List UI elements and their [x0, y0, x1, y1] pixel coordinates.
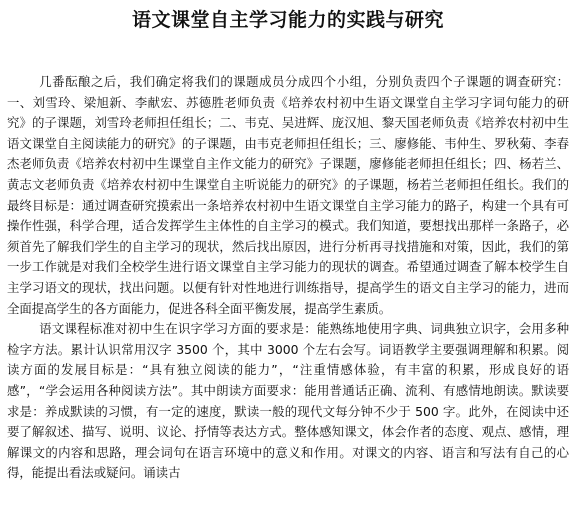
paragraph-1: 几番酝酿之后，我们确定将我们的课题成员分成四个小组，分别负责四个子课题的调查研究：一、刘雪玲、梁旭新、李献宏、苏德胜老师负责《培养农村初中生语文课堂自主学习字词句能力的研究》的子课题，刘雪玲老师担任组长；二、韦克、吴进辉、庞汉旭、黎天国老师负责《培养农村初中生语文课堂自主阅读能力的研究》的子课题，由韦克老师担任组长；三、廖修能、韦仲生、罗秋菊、李春杰老师负责《培养农村初中生课堂自主作文能力的研究》子课题，廖修能老师担任组长；四、杨若兰、黄志文老师负责《培养农村初中生课堂自主听说能力的研究》的子课题，杨若兰老师担任组长。我们的最终目标是：通过调查研究摸索出一条培养农村初中生语文课堂自主学习能力的路子，构建一个具有可操作性强，科学合理，适合发挥学生主体性的自主学习的模式。我们知道，要想找出那样一条路子，必须首先了解我们学生的自主学习的现状，然后找出原因，进行分析再寻找措施和对策，因此，我们的第一步工作就是对我们全校学生进行语文课堂自主学习能力的现状的调查。希望通过调查了解本校学生自主学习语文的现状，找出问题。以便有针对性地进行训练指导，提高学生的语文自主学习的能力，进而全面提高学生的各方面能力，促进各科全面平衡发展，提高学生素质。 — [7, 74, 569, 316]
paragraph-2: 语文课程标准对初中生在识字学习方面的要求是：能熟练地使用字典、词典独立识字，会用多种检字方法。累计认识常用汉字 3500 个，其中 3000 个左右会写。词语教学主要强调理解和积累。阅读方面的发展目标是：“具有独立阅读的能力”，“注重情感体验，有丰富的积累，形成良好的语感”，“学会运用各种阅读方法”。其中朗读方面要求：能用普通话正确、流利、有感情地朗读。默读要求是：养成默读的习惯，有一定的速度，默读一般的现代文每分钟不少于 500 字。此外，在阅读中还要了解叙述、描写、说明、议论、抒情等表达方式。整体感知课文，体会作者的态度、观点、感情，理解课文的内容和思路，理会词句在语言环境中的意义和作用。对课文的内容、语言和写法有自己的心得，能提出看法或疑问。诵读古 — [7, 321, 569, 481]
document-title: 语文课堂自主学习能力的实践与研究 — [131, 9, 444, 31]
document-body — [7, 72, 569, 484]
